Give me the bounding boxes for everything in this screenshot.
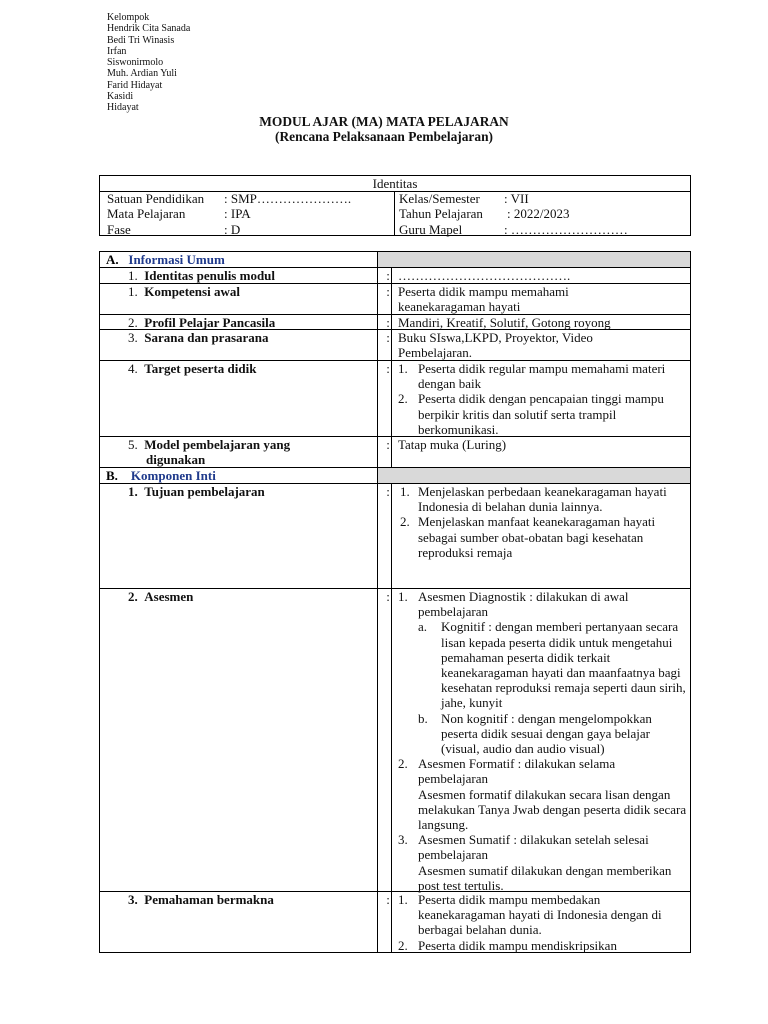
section-b-title: Komponen Inti [130,468,216,483]
colon: : [386,268,390,283]
identitas-penulis-value: …………………………………. [398,268,571,283]
tujuan-list [400,484,675,560]
mata-pelajaran-value: : IPA [224,206,251,222]
row-number: 1. [128,268,138,283]
row-label: Tujuan pembelajaran [144,484,265,499]
list-number: 2. [398,937,408,953]
list-item [398,892,663,938]
guru-mapel-value: : ……………………… [504,221,628,237]
sublist-item [418,619,688,710]
target-peserta-list [398,361,668,437]
row-label: Asesmen [144,589,194,604]
kelas-semester-value: : VII [504,191,529,206]
group-heading: Kelompok [107,12,150,23]
sublist-text: Kognitif : dengan memberi pertanyaan secara lisan kepada peserta didik untuk mengetahui pemahaman peserta didik terkait keanekaragaman hayati dan maanfaatnya bagi kesehatan reproduksi remaja seperti daun sirih, jahe, kunyit [441,619,686,711]
kompetensi-awal-value: Peserta didik mampu memahami keanekaragaman hayati [398,284,569,315]
row-label: Model pembelajaran yang [144,437,291,452]
mata-pelajaran-label: Mata Pelajaran [107,206,186,222]
tahun-pelajaran-value: : 2022/2023 [507,206,570,222]
sublist-item [418,711,688,757]
section-a-title: Informasi Umum [128,252,225,267]
row-target-peserta [128,361,256,376]
row-number: 3. [128,330,138,345]
modul-table [99,251,691,953]
list-item [398,756,688,786]
identitas-header: Identitas [100,176,690,192]
list-text: Asesmen Formatif : dilakukan selama pembelajaran [418,756,616,787]
fase-label: Fase [107,221,131,237]
row-label: Identitas penulis modul [144,268,276,283]
list-number: 1. [398,892,408,907]
row-sarana-prasarana [128,330,269,345]
pemahaman-list [398,892,663,953]
colon: : [386,892,390,907]
row-asesmen [128,589,193,604]
list-text: Peserta didik mampu membedakan keanekaragaman hayati di Indonesia dengan di berbagai belahan dunia. [418,892,662,938]
row-number: 1. [128,284,138,299]
satuan-pendidikan-label: Satuan Pendidikan [107,191,205,206]
colon: : [386,284,390,299]
row-number: 3. [128,892,138,907]
list-item [400,484,675,514]
row-number: 4. [128,361,138,376]
list-text: Peserta didik regular mampu memahami materi dengan baik [418,361,666,392]
group-member: Bedi Tri Winasis [107,34,175,46]
divider [394,191,395,235]
sarana-prasarana-value: Buku SIswa,LKPD, Proyektor, Video Pembelajaran. [398,330,593,361]
group-member: Farid Hidayat [107,79,163,91]
group-member: Hidayat [107,102,139,114]
colon: : [386,589,390,604]
list-item [398,361,668,391]
row-label: Sarana dan prasarana [144,330,269,345]
list-text: Menjelaskan manfaat keanekaragaman hayati sebagai sumber obat-obatan bagi kesehatan reproduksi remaja [418,514,656,560]
list-item [400,514,675,560]
row-label: Profil Pelajar Pancasila [144,315,276,330]
group-member: Hendrik Cita Sanada [107,23,191,35]
list-number: 1. [398,589,408,604]
sublist-text: Non kognitif : dengan mengelompokkan peserta didik sesuai dengan gaya belajar (visual, audio dan audio visual) [441,710,652,757]
row-tujuan-pembelajaran [128,484,265,499]
list-continuation: Asesmen formatif dilakukan secara lisan dengan melakukan Tanya Jwab dengan peserta didik secara langsung. [418,786,687,833]
section-a-letter: A. [106,252,119,267]
row-label: Pemahaman bermakna [144,892,274,907]
identitas-table [99,175,691,236]
list-number: 1. [400,484,410,499]
tahun-pelajaran-label: Tahun Pelajaran [399,206,483,222]
colon: : [386,437,390,452]
document-subtitle: (Rencana Pelaksanaan Pembelajaran) [275,129,493,144]
row-kompetensi-awal [128,284,240,299]
list-item [398,938,663,953]
fase-value: : D [224,221,241,237]
list-text: Asesmen Sumatif : dilakukan setelah selesai pembelajaran [418,832,649,863]
group-members-list [107,12,190,114]
sublist-letter: a. [418,619,428,635]
colon: : [386,484,390,499]
model-pembelajaran-value: Tatap muka (Luring) [398,437,507,452]
kelas-semester-label: Kelas/Semester [399,191,480,206]
guru-mapel-label: Guru Mapel [399,221,463,237]
row-number: 2. [128,315,138,330]
row-number: 2. [128,589,138,604]
group-member: Siswonirmolo [107,57,164,69]
list-text: Menjelaskan perbedaan keanekaragaman hayati Indonesia di belahan dunia lainnya. [418,484,667,515]
colon: : [386,361,390,376]
row-pemahaman-bermakna [128,892,274,907]
list-number: 2. [398,756,408,772]
list-number: 2. [398,391,408,407]
group-member: Irfan [107,45,127,57]
row-number: 1. [128,484,138,499]
row-label-cont: digunakan [146,452,206,468]
profil-pelajar-value: Mandiri, Kreatif, Solutif, Gotong royong [398,315,611,330]
section-b-letter: B. [106,468,118,483]
list-text: Asesmen Diagnostik : dilakukan di awal pembelajaran [418,589,629,620]
asesmen-list [398,589,688,893]
list-item [398,832,688,862]
row-label: Kompetensi awal [144,284,240,299]
list-text: Peserta didik dengan pencapaian tinggi mampu berpikir kritis dan solutif serta trampil berkomunikasi. [418,391,664,437]
row-profil-pelajar [128,315,275,330]
list-number: 2. [400,514,410,530]
colon: : [386,315,390,330]
row-identitas-penulis [128,268,275,283]
row-model-pembelajaran [128,437,290,467]
colon: : [386,330,390,345]
section-b-header [106,468,216,483]
row-label: Target peserta didik [144,361,257,376]
list-continuation: Asesmen sumatif dilakukan dengan memberikan post test tertulis. [418,862,672,893]
group-member: Kasidi [107,91,134,103]
sublist-letter: b. [418,710,428,726]
list-item [398,391,668,437]
satuan-pendidikan-value: : SMP…………………. [224,191,352,206]
list-item [398,589,688,619]
list-number: 3. [398,832,408,848]
section-a-header [106,252,225,267]
row-number: 5. [128,437,138,452]
document-title: MODUL AJAR (MA) MATA PELAJARAN [259,114,509,129]
group-member: Muh. Ardian Yuli [107,68,177,80]
list-text: Peserta didik mampu mendiskripsikan [418,937,617,953]
list-number: 1. [398,361,408,376]
